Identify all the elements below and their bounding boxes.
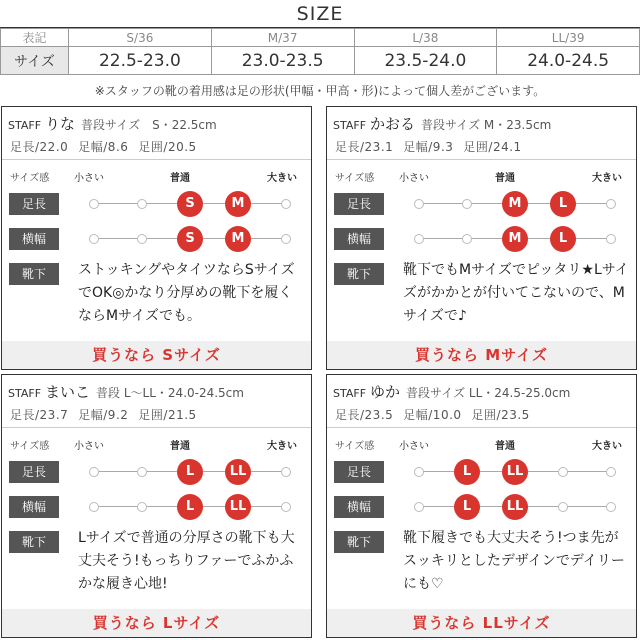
staff-name: まいこ: [45, 383, 91, 401]
foot-length: 足長/22.0: [10, 140, 69, 154]
size-mark: M: [225, 226, 251, 252]
size-mark: LL: [502, 494, 528, 520]
socks-row-label: 靴下: [334, 263, 384, 285]
length-row-label: 足長: [9, 461, 59, 483]
size-table: [0, 28, 640, 75]
staff-header: [8, 381, 307, 401]
size-table-header-cell: L/38: [354, 29, 497, 47]
scale-dot: [89, 234, 99, 244]
staff-usual-size: 普段 L〜LL・24.0-24.5cm: [96, 386, 244, 400]
scale-dot: [414, 199, 424, 209]
staff-comment: 靴下履きでも大丈夫そう!つま先がスッキリとしたデザインでデイリーにも♡: [403, 530, 625, 592]
staff-usual-size: 普段サイズ M・23.5cm: [421, 118, 552, 132]
staff-header: [333, 113, 632, 133]
width-scale: [74, 494, 304, 520]
scale-dot: [281, 467, 291, 477]
scale-dot: [89, 502, 99, 512]
scale-dot: [281, 502, 291, 512]
recommended-size: 買うなら Sサイズ: [2, 341, 311, 369]
size-mark: L: [454, 459, 480, 485]
size-mark: L: [454, 494, 480, 520]
staff-card: [326, 374, 637, 638]
scale-normal-label: 普通: [170, 441, 190, 452]
scale-header: [327, 437, 636, 453]
scale-feel-label: サイズ感: [335, 173, 375, 184]
length-row-label: 足長: [9, 193, 59, 215]
length-row-label: 足長: [334, 193, 384, 215]
scale-feel-label: サイズ感: [10, 441, 50, 452]
scale-dot: [558, 467, 568, 477]
scale-dot: [137, 467, 147, 477]
foot-measurements: [10, 138, 307, 155]
page-title: SIZE: [296, 3, 344, 25]
scale-large-label: 大きい: [267, 173, 297, 184]
scale-dot: [281, 199, 291, 209]
length-scale: [399, 191, 629, 217]
size-table-value-cell: 23.0-23.5: [211, 47, 354, 75]
card-divider: [2, 427, 311, 428]
staff-card: [1, 374, 312, 638]
socks-row-label: 靴下: [9, 531, 59, 553]
foot-width: 足幅/10.0: [403, 408, 462, 422]
foot-width: 足幅/9.2: [78, 408, 129, 422]
width-row-label: 横幅: [334, 228, 384, 250]
size-mark: LL: [225, 494, 251, 520]
staff-usual-size: 普段サイズ LL・24.5-25.0cm: [406, 386, 571, 400]
size-table-header-label: 表記: [1, 29, 69, 47]
foot-girth: 足囲/24.1: [463, 140, 522, 154]
staff-name: かおる: [370, 115, 416, 133]
foot-measurements: [10, 406, 307, 423]
width-scale: [399, 494, 629, 520]
staff-tag: STAFF: [333, 387, 367, 400]
scale-dot: [606, 234, 616, 244]
scale-dot: [414, 502, 424, 512]
foot-girth: 足囲/23.5: [471, 408, 530, 422]
size-mark: S: [177, 226, 203, 252]
scale-normal-label: 普通: [170, 173, 190, 184]
staff-header: [333, 381, 632, 401]
staff-card: [326, 106, 637, 370]
foot-length: 足長/23.1: [335, 140, 394, 154]
scale-feel-label: サイズ感: [10, 173, 50, 184]
size-mark: L: [177, 459, 203, 485]
card-divider: [327, 427, 636, 428]
scale-header: [2, 169, 311, 185]
size-mark: L: [177, 494, 203, 520]
size-table-header-row: [1, 29, 640, 47]
size-mark: S: [177, 191, 203, 217]
size-table-value-cell: 24.0-24.5: [497, 47, 640, 75]
scale-dot: [137, 502, 147, 512]
size-mark: M: [225, 191, 251, 217]
size-mark: M: [502, 226, 528, 252]
scale-dot: [606, 199, 616, 209]
size-table-value-row: [1, 47, 640, 75]
staff-name: ゆか: [370, 383, 401, 401]
scale-large-label: 大きい: [592, 441, 622, 452]
staff-comment: ストッキングやタイツならSサイズでOK◎かなり分厚めの靴下を履くならMサイズでも。: [78, 262, 295, 324]
scale-dot: [137, 199, 147, 209]
scale-small-label: 小さい: [399, 173, 429, 184]
staff-usual-size: 普段サイズ S・22.5cm: [81, 118, 217, 132]
foot-width: 足幅/9.3: [403, 140, 454, 154]
size-table-value-cell: 23.5-24.0: [354, 47, 497, 75]
size-mark: M: [502, 191, 528, 217]
staff-tag: STAFF: [8, 119, 42, 132]
staff-comment: 靴下でもMサイズでピッタリ★Lサイズがかかとが付いてこないので、Mサイズで♪: [403, 262, 629, 324]
size-table-header-cell: M/37: [211, 29, 354, 47]
scale-header: [327, 169, 636, 185]
foot-girth: 足囲/21.5: [138, 408, 197, 422]
staff-comment: Lサイズで普通の分厚さの靴下も大丈夫そう!もっちりファーでふかふかな履き心地!: [78, 530, 295, 592]
foot-measurements: [335, 406, 632, 423]
scale-header: [2, 437, 311, 453]
size-table-row-label: サイズ: [1, 47, 69, 75]
scale-dot: [281, 234, 291, 244]
length-scale: [74, 459, 304, 485]
recommended-size: 買うなら Mサイズ: [327, 341, 636, 369]
size-table-header-cell: LL/39: [497, 29, 640, 47]
scale-dot: [462, 234, 472, 244]
size-mark: L: [550, 226, 576, 252]
recommended-size: 買うなら LLサイズ: [327, 609, 636, 637]
size-mark: LL: [225, 459, 251, 485]
scale-dot: [606, 467, 616, 477]
foot-length: 足長/23.5: [335, 408, 394, 422]
scale-dot: [414, 234, 424, 244]
scale-dot: [606, 502, 616, 512]
scale-dot: [89, 467, 99, 477]
recommended-size: 買うなら Lサイズ: [2, 609, 311, 637]
scale-normal-label: 普通: [495, 441, 515, 452]
scale-large-label: 大きい: [592, 173, 622, 184]
scale-large-label: 大きい: [267, 441, 297, 452]
scale-small-label: 小さい: [399, 441, 429, 452]
scale-normal-label: 普通: [495, 173, 515, 184]
scale-dot: [89, 199, 99, 209]
width-row-label: 横幅: [9, 228, 59, 250]
staff-card: [1, 106, 312, 370]
length-row-label: 足長: [334, 461, 384, 483]
width-row-label: 横幅: [9, 496, 59, 518]
scale-feel-label: サイズ感: [335, 441, 375, 452]
size-table-value-cell: 22.5-23.0: [69, 47, 212, 75]
staff-tag: STAFF: [8, 387, 42, 400]
scale-dot: [558, 502, 568, 512]
socks-row-label: 靴下: [334, 531, 384, 553]
length-scale: [399, 459, 629, 485]
socks-row-label: 靴下: [9, 263, 59, 285]
length-scale: [74, 191, 304, 217]
scale-small-label: 小さい: [74, 441, 104, 452]
size-table-header-cell: S/36: [69, 29, 212, 47]
foot-girth: 足囲/20.5: [138, 140, 197, 154]
fit-disclaimer: ※スタッフの靴の着用感は足の形状(甲幅・甲高・形)によって個人差がございます。: [94, 84, 546, 98]
staff-tag: STAFF: [333, 119, 367, 132]
scale-dot: [137, 234, 147, 244]
foot-length: 足長/23.7: [10, 408, 69, 422]
width-row-label: 横幅: [334, 496, 384, 518]
card-divider: [327, 159, 636, 160]
size-mark: LL: [502, 459, 528, 485]
size-mark: L: [550, 191, 576, 217]
scale-dot: [414, 467, 424, 477]
foot-width: 足幅/8.6: [78, 140, 129, 154]
staff-name: りな: [45, 115, 76, 133]
staff-header: [8, 113, 307, 133]
card-divider: [2, 159, 311, 160]
width-scale: [74, 226, 304, 252]
scale-small-label: 小さい: [74, 173, 104, 184]
scale-dot: [462, 199, 472, 209]
foot-measurements: [335, 138, 632, 155]
width-scale: [399, 226, 629, 252]
